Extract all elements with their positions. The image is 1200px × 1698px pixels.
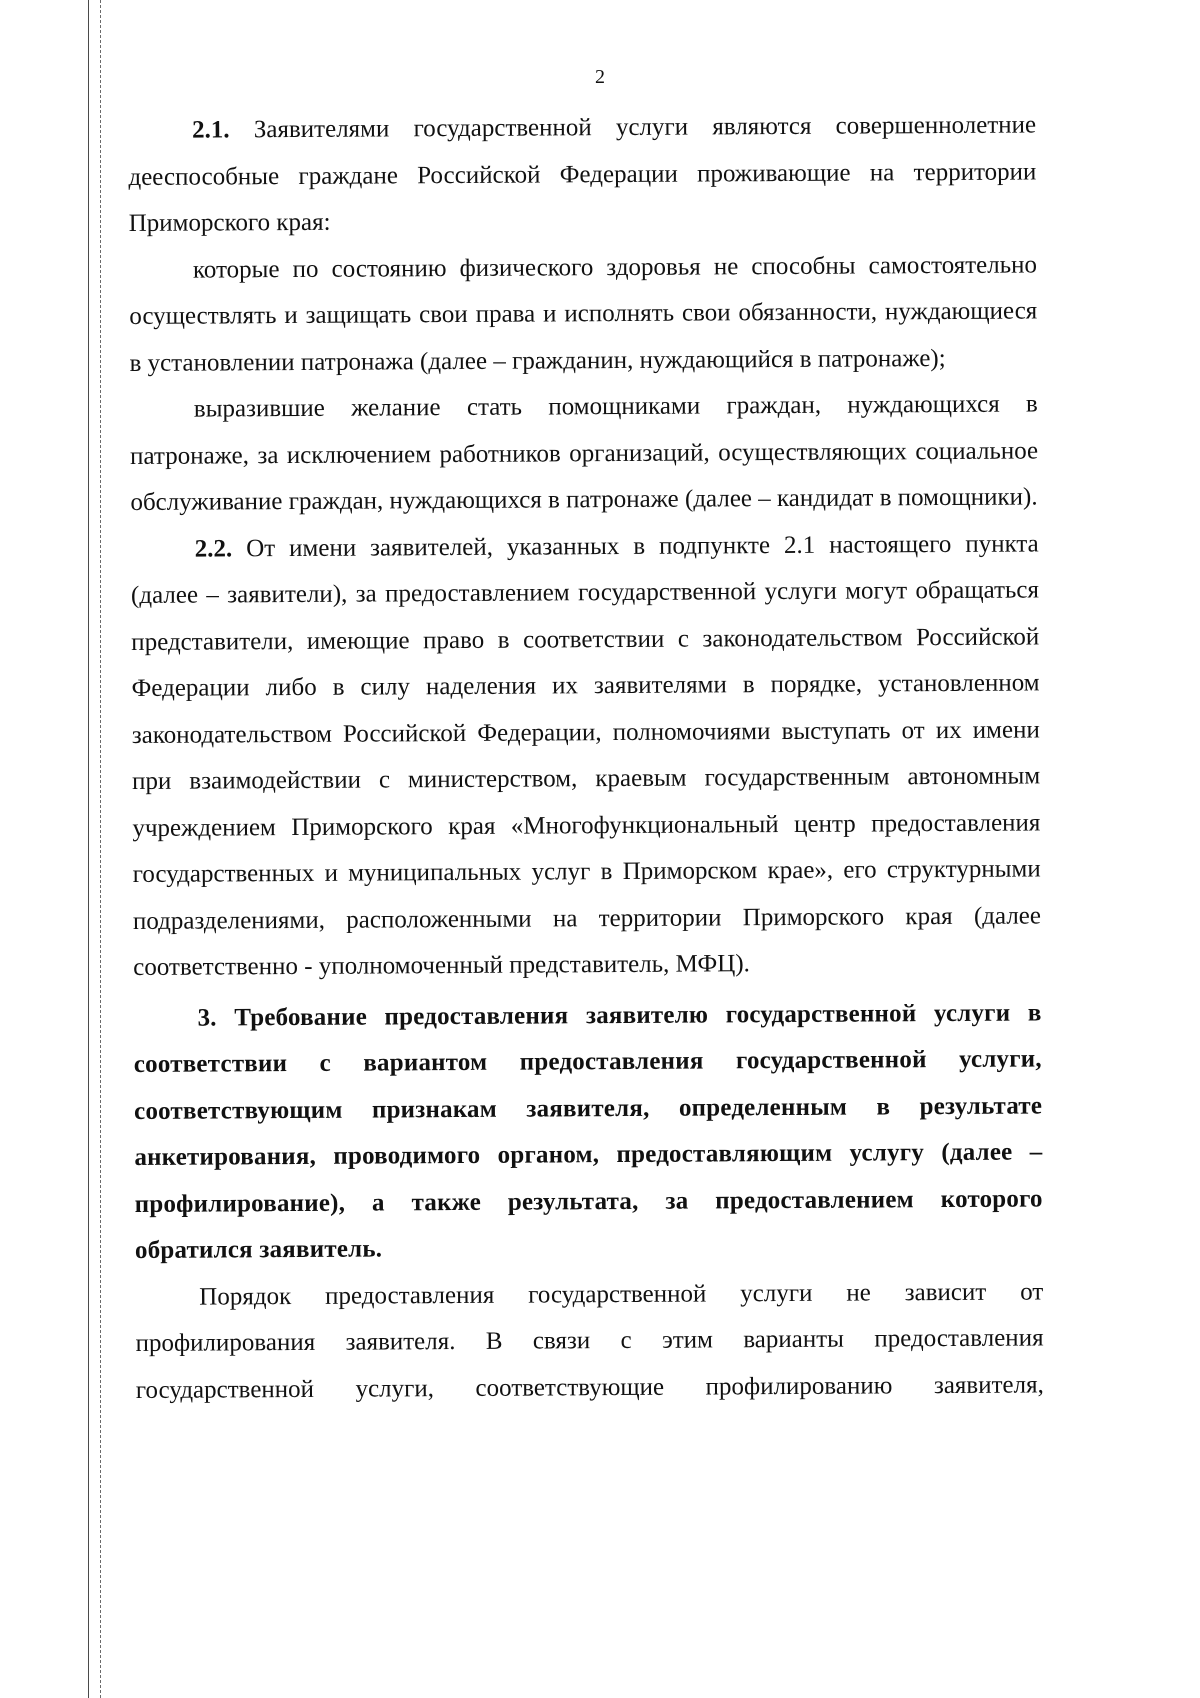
binding-margin-line (88, 0, 89, 1698)
paragraph-3-body: Порядок предоставления государственной услуги не зависит от профилирования заявителя. В связи с этим варианты предоставления государственной услуги, соответствующие профилированию заявителя, (135, 1277, 1044, 1404)
paragraph-text: Заявителями государственной услуги являются совершеннолетние дееспособные граждане Российской Федерации проживающие на территории Приморского края: (128, 111, 1037, 237)
paragraph-number: 2.2. (194, 534, 233, 563)
paragraph-2-1-a: которые по состоянию физического здоровья не способны самостоятельно осуществлять и защищать свои права и исполнять свои обязанности, нуждающиеся в установлении патронажа (далее – гражданин, нуждающийся в патронаже); (129, 250, 1038, 377)
section-3-heading: 3. Требование предоставления заявителю государственной услуги в соответствии с вариантом предоставления государственной услуги, соответствующим признакам заявителя, определенным в результате анкетирования, проводимого органом, предоставляющим услугу (далее – профилирование), а также результата, за предоставлением которого обратился заявитель. (133, 998, 1043, 1264)
paragraph-text: От имени заявителей, указанных в подпункте 2.1 настоящего пункта (далее – заявители), за предоставлением государственной услуги могут обращаться представители, имеющие право в соответствии с законодательством Российской Федерации либо в силу наделения их заявителями в порядке, установленном законодательством Российской Федерации, полномочиями выступать от их имени при взаимодействии с министерством, краевым государственным автономным учреждением Приморского края «Многофункциональный центр предоставления государственных и муниципальных услуг в Приморском крае», его структурными подразделениями, расположенными на территории Приморского края (далее соответственно - уполномоченный представитель, МФЦ). (130, 529, 1042, 981)
paragraph-number: 2.1. (192, 116, 230, 144)
paragraph-2-2 (131, 521, 1042, 992)
document-body (128, 102, 1044, 1414)
paragraph-2-1 (128, 102, 1037, 247)
paragraph-2-1-b: выразившие желание стать помощниками граждан, нуждающихся в патронаже, за исключением работников организаций, осуществляющих социальное обслуживание граждан, нуждающихся в патронаже (далее – кандидат в помощники). (130, 390, 1039, 516)
binding-margin-line-dashed (100, 0, 101, 1698)
page-number: 2 (595, 66, 605, 88)
